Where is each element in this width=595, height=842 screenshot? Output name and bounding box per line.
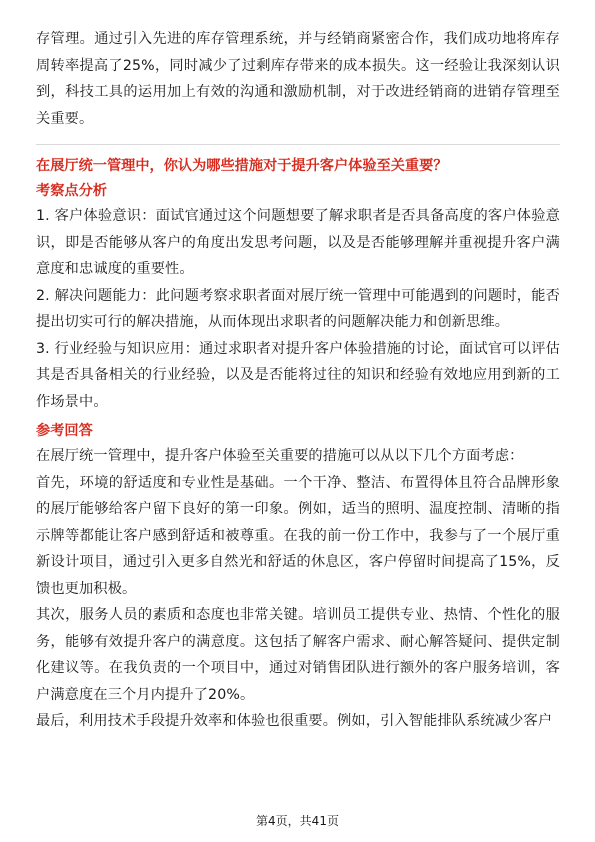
analysis-item: 2. 解决问题能力：此问题考察求职者面对展厅统一管理中可能遇到的问题时，能否提出切实可行的解决措施，从而体现出求职者的问题解决能力和创新思维。 <box>36 287 560 330</box>
intro-paragraph: 存管理。通过引入先进的库存管理系统，并与经销商紧密合作，我们成功地将库存周转率提高了25%，同时减少了过剩库存带来的成本损失。这一经验让我深刻认识到，科技工具的运用加上有效的沟通和激励机制，对于改进经销商的进销存管理至关重要。 <box>36 31 560 127</box>
analysis-item: 3. 行业经验与知识应用：通过求职者对提升客户体验措施的讨论，面试官可以评估其是否具备相关的行业经验，以及是否能将过往的知识和经验有效地应用到新的工作场景中。 <box>36 340 560 410</box>
page-number: 第4页，共41页 <box>256 814 339 828</box>
answer-title: 参考回答 <box>36 423 93 439</box>
answer-paragraph: 其次，服务人员的素质和态度也非常关键。培训员工提供专业、热情、个性化的服务，能够有效提升客户的满意度。这包括了解客户需求、耐心解答疑问、提供定制化建议等。在我负责的一个项目中，通过对销售团队进行额外的客户服务培训，客户满意度在三个月内提升了20%。 <box>36 607 560 703</box>
document-page <box>36 26 560 735</box>
question-heading: 在展厅统一管理中，你认为哪些措施对于提升客户体验至关重要？ <box>36 158 448 174</box>
answer-paragraph: 在展厅统一管理中，提升客户体验至关重要的措施可以从以下几个方面考虑： <box>36 448 524 464</box>
section-divider <box>36 144 560 145</box>
analysis-item: 1. 客户体验意识：面试官通过这个问题想要了解求职者是否具备高度的客户体验意识，即是否能够从客户的角度出发思考问题，以及是否能够理解并重视提升客户满意度和忠诚度的重要性。 <box>36 208 560 277</box>
answer-paragraph: 首先，环境的舒适度和专业性是基础。一个干净、整洁、布置得体且符合品牌形象的展厅能够给客户留下良好的第一印象。例如，适当的照明、温度控制、清晰的指示牌等都能让客户感到舒适和被尊重。在我的前一份工作中，我参与了一个展厅重新设计项目，通过引入更多自然光和舒适的休息区，客户停留时间提高了15%，反馈也更加积极。 <box>36 474 560 597</box>
analysis-title: 考察点分析 <box>36 183 107 199</box>
answer-paragraph: 最后，利用技术手段提升效率和体验也很重要。例如，引入智能排队系统减少客户 <box>36 713 553 729</box>
